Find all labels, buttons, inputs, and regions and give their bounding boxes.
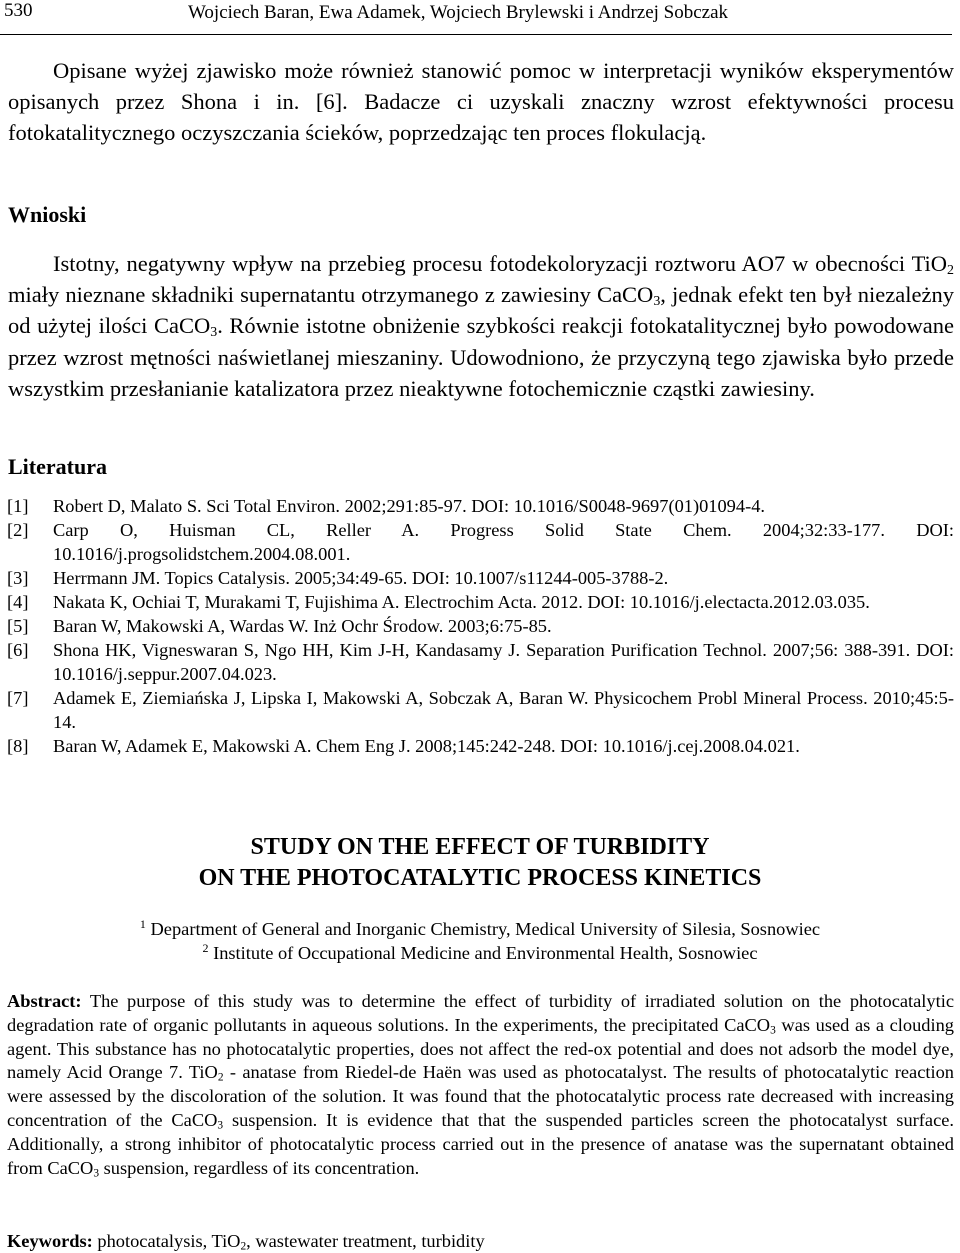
running-header <box>0 0 952 35</box>
abstract-text-4: suspension. It is evidence that that the suspended particles screen the photocatalyst surface. Additionally, a strong inhibitor of photocatalytic process carried out in the presence of anatase was the supernatant obtained from CaCO <box>7 1109 954 1178</box>
conclusions-text-2: miały nieznane składniki supernatantu otrzymanego z zawiesiny CaCO <box>8 282 654 308</box>
reference-list <box>7 494 954 758</box>
reference-text: Adamek E, Ziemiańska J, Lipska I, Makowski A, Sobczak A, Baran W. Physicochem Probl Mineral Process. 2010;45:5-14. <box>53 688 954 732</box>
title-line-2: ON THE PHOTOCATALYTIC PROCESS KINETICS <box>198 865 762 891</box>
reference-item <box>7 494 954 518</box>
conclusions-paragraph <box>8 248 954 404</box>
affiliation-marker: 1 <box>139 917 146 931</box>
keywords <box>7 1229 954 1253</box>
literature-section <box>8 454 954 480</box>
abstract-label: Abstract: <box>7 991 82 1011</box>
reference-item <box>7 734 954 758</box>
reference-item <box>7 686 954 734</box>
abstract-text-3: - anatase from Riedel-de Haën was used as photocatalyst. The results of photocatalytic reaction were assessed by the discoloration of the solution. It was found that the photocatalytic process rate decreased with increasing concentration of the CaCO <box>7 1062 954 1130</box>
reference-text: Carp O, Huisman CL, Reller A. Progress Solid State Chem. 2004;32:33-177. DOI: 10.1016/j.progsolidstchem.2004.08.001. <box>53 520 954 564</box>
conclusions-heading: Wnioski <box>8 202 87 227</box>
intro-paragraph: Opisane wyżej zjawisko może również stanowić pomoc w interpretacji wyników eksperymentów opisanych przez Shona i in. [6]. Badacze ci uzyskali znaczny wzrost efektywności procesu fotokatalitycznego oczyszczania ścieków, poprzedzając ten proces flokulacją. <box>8 58 954 146</box>
reference-item <box>7 638 954 686</box>
reference-number: [3] <box>7 568 29 588</box>
subscript: 3 <box>653 294 661 310</box>
abstract-text-5: suspension, regardless of its concentration. <box>99 1157 420 1178</box>
reference-number: [2] <box>7 520 29 540</box>
keywords-text-2: , wastewater treatment, turbidity <box>246 1231 485 1251</box>
reference-item <box>7 518 954 566</box>
abstract-text-1: The purpose of this study was to determine the effect of turbidity of irradiated solution on the photocatalytic degradation rate of organic pollutants in aqueous solutions. In the experiments, the precipitated CaCO <box>7 991 954 1035</box>
conclusions-text-1: Istotny, negatywny wpływ na przebieg procesu fotodekoloryzacji roztworu AO7 w obecności TiO <box>53 251 948 276</box>
reference-number: [1] <box>7 496 29 516</box>
reference-number: [8] <box>7 736 29 756</box>
reference-text: Herrmann JM. Topics Catalysis. 2005;34:49-65. DOI: 10.1007/s11244-005-3788-2. <box>53 568 669 588</box>
affiliations <box>0 917 960 965</box>
conclusions-text-4: . Równie istotne obniżenie szybkości reakcji fotokatalitycznej było powodowane przez wzrost mętności naświetlanej mieszaniny. Udowodniono, że przyczyną tego zjawiska było przede wszystkim przesłanianie katalizatora przez nieaktywne fotochemicznie cząstki zawiesiny. <box>8 313 954 401</box>
abstract-text-2: was used as a clouding agent. This substance has no photocatalytic properties, does not affect the red-ox potential and does not adsorb the model dye, namely Acid Orange 7. TiO <box>7 1014 955 1083</box>
subscript: 3 <box>210 325 218 341</box>
reference-number: [4] <box>7 592 29 612</box>
keywords-text-1: photocatalysis, TiO <box>92 1231 241 1251</box>
subscript: 3 <box>93 1167 100 1180</box>
reference-text: Baran W, Adamek E, Makowski A. Chem Eng J. 2008;145:242-248. DOI: 10.1016/j.cej.2008.04.021. <box>53 736 800 756</box>
english-title <box>0 832 960 894</box>
affiliation-text: Department of General and Inorganic Chemistry, Medical University of Silesia, Sosnowiec <box>145 919 821 939</box>
affiliation-2 <box>0 941 960 965</box>
keywords-label: Keywords: <box>7 1231 93 1251</box>
subscript: 2 <box>217 1071 224 1084</box>
subscript: 3 <box>217 1119 224 1132</box>
running-header-authors: Wojciech Baran, Ewa Adamek, Wojciech Brylewski i Andrzej Sobczak <box>188 2 729 23</box>
reference-number: [5] <box>7 616 29 636</box>
intro-section <box>8 55 954 149</box>
reference-text: Baran W, Makowski A, Wardas W. Inż Ochr Środow. 2003;6:75-85. <box>53 616 552 636</box>
conclusions-section <box>8 202 954 228</box>
literature-heading: Literatura <box>8 454 107 479</box>
affiliation-text: Institute of Occupational Medicine and Environmental Health, Sosnowiec <box>208 943 758 963</box>
affiliation-1 <box>0 917 960 941</box>
subscript: 3 <box>770 1024 776 1037</box>
subscript: 2 <box>947 263 954 279</box>
reference-text: Nakata K, Ochiai T, Murakami T, Fujishima A. Electrochim Acta. 2012. DOI: 10.1016/j.electacta.2012.03.035. <box>53 592 870 612</box>
conclusions-body <box>8 248 954 404</box>
reference-text: Robert D, Malato S. Sci Total Environ. 2002;291:85-97. DOI: 10.1016/S0048-9697(01)01094-4. <box>53 496 765 516</box>
reference-item <box>7 566 954 590</box>
reference-text: Shona HK, Vigneswaran S, Ngo HH, Kim J-H, Kandasamy J. Separation Purification Technol. 2007;56: 388-391. DOI: 10.1016/j.seppur.2007.04.023. <box>53 640 954 684</box>
affiliation-marker: 2 <box>202 941 209 955</box>
conclusions-text-3: , jednak efekt ten był niezależny od użytej ilości CaCO <box>8 282 954 339</box>
reference-item <box>7 590 954 614</box>
title-line-1: STUDY ON THE EFFECT OF TURBIDITY <box>250 834 710 860</box>
subscript: 2 <box>240 1240 247 1253</box>
page-number: 530 <box>4 0 33 21</box>
abstract <box>7 990 954 1180</box>
reference-item <box>7 614 954 638</box>
reference-number: [7] <box>7 688 29 708</box>
reference-number: [6] <box>7 640 29 660</box>
